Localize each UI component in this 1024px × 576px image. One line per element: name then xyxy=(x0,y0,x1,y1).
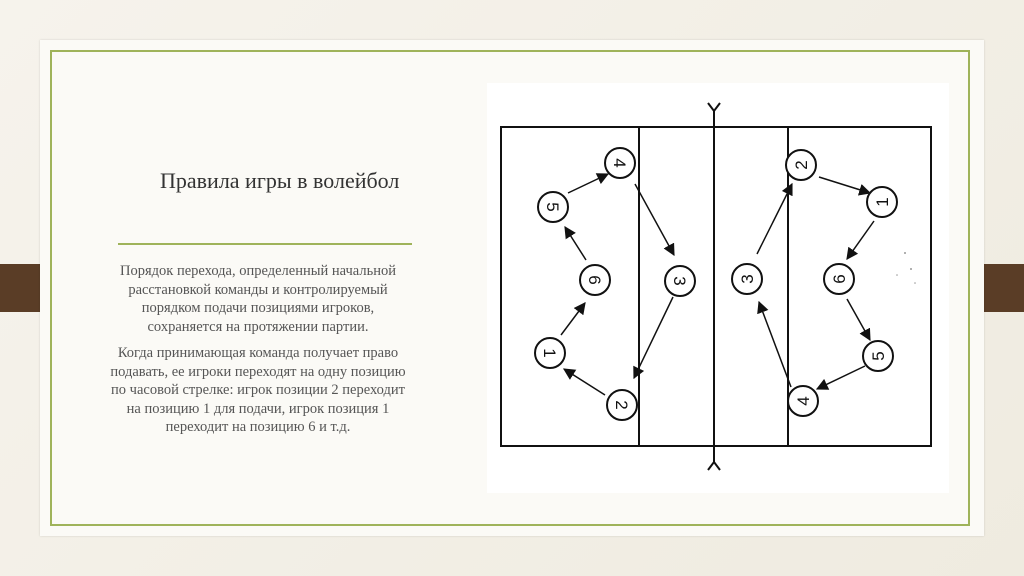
player-label: 3 xyxy=(738,274,757,284)
paragraph-rotation-order: Порядок перехода, определенный начальной расстановкой команды и контролируемый порядком подачи позициями игроков, сохраняется на протяжении партии. xyxy=(120,263,396,335)
player-label: 2 xyxy=(612,400,631,410)
player-label: 6 xyxy=(830,274,849,284)
player-right-6 xyxy=(824,264,854,294)
arrow-1-to-6 xyxy=(561,303,585,335)
arrow-2-to-1-right xyxy=(819,177,870,193)
arrow-4-to-3 xyxy=(635,184,674,255)
player-label: 4 xyxy=(610,158,629,168)
player-label: 3 xyxy=(670,276,689,286)
player-label: 5 xyxy=(869,351,888,361)
arrow-6-to-5 xyxy=(565,227,586,260)
volleyball-rotation-diagram xyxy=(487,83,949,493)
arrow-1-to-6-right xyxy=(847,221,874,259)
title-divider xyxy=(118,243,412,245)
slide-title: Правила игры в волейбол xyxy=(160,168,400,193)
arrow-4-to-3-right xyxy=(759,302,791,387)
court-svg xyxy=(487,83,949,493)
arrow-5-to-4 xyxy=(568,174,608,193)
court-outline xyxy=(501,127,931,446)
arrow-6-to-5-right xyxy=(847,299,870,340)
left-team-players xyxy=(535,148,695,420)
player-label: 1 xyxy=(873,197,892,207)
player-left-3 xyxy=(665,266,695,296)
net-marker-top xyxy=(708,103,720,111)
scan-speckles xyxy=(896,252,916,284)
player-right-1 xyxy=(867,187,897,217)
left-team-arrows xyxy=(561,174,674,395)
arrow-3-to-2-right xyxy=(757,184,792,254)
player-left-1 xyxy=(535,338,565,368)
player-label: 6 xyxy=(585,275,604,285)
right-team-players xyxy=(732,150,897,416)
arrow-2-to-1 xyxy=(564,369,605,395)
player-label: 4 xyxy=(794,396,813,406)
slide-body xyxy=(108,262,408,445)
right-team-arrows xyxy=(757,177,874,389)
player-left-5 xyxy=(538,192,568,222)
player-right-4 xyxy=(788,386,818,416)
net-marker-bottom xyxy=(708,462,720,470)
player-left-4 xyxy=(605,148,635,178)
player-label: 2 xyxy=(792,160,811,170)
player-right-5 xyxy=(863,341,893,371)
arrow-5-to-4-right xyxy=(817,366,865,389)
player-right-3 xyxy=(732,264,762,294)
player-right-2 xyxy=(786,150,816,180)
player-left-6 xyxy=(580,265,610,295)
paragraph-rotation-rule: Когда принимающая команда получает право подавать, ее игроки переходят на одну позицию по часовой стрелке: игрок позиции 2 переходит на позицию 1 для подачи, игрок позиция 1 переходит на позицию 6 и т.д. xyxy=(110,345,406,435)
player-label: 5 xyxy=(543,202,562,212)
player-label: 1 xyxy=(540,348,559,358)
player-left-2 xyxy=(607,390,637,420)
